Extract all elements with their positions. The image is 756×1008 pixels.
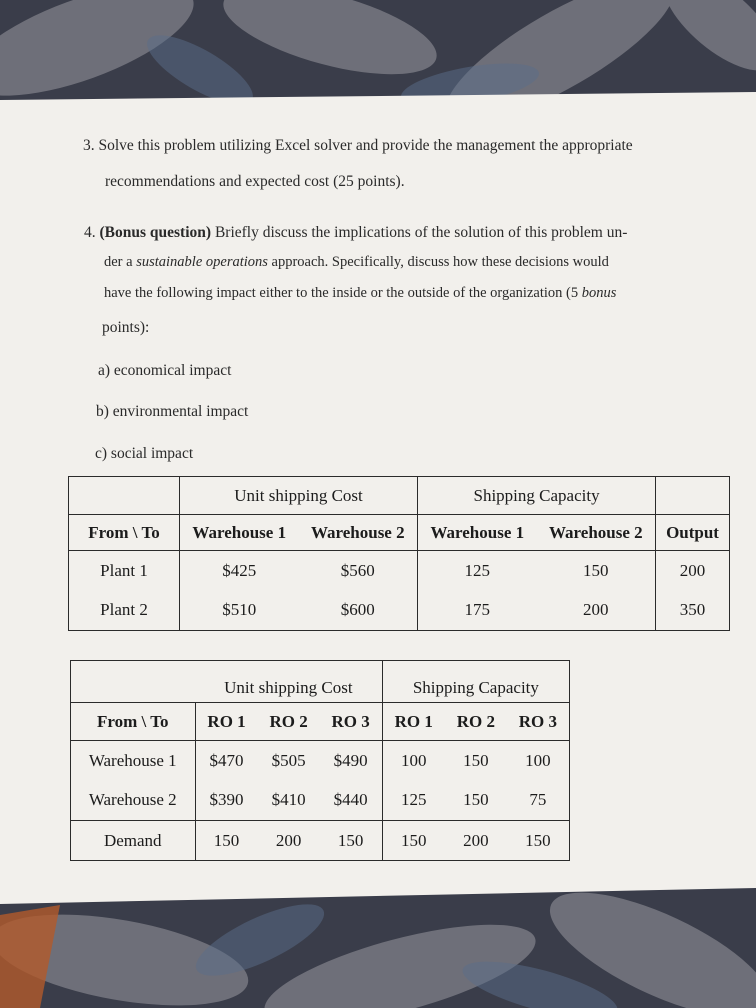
table1-cell: 200 <box>537 591 656 631</box>
table2-cell: 150 <box>445 741 507 781</box>
table1-cell: $510 <box>180 591 299 631</box>
table2-cell: $390 <box>195 781 258 821</box>
table2-row-label: Demand <box>71 821 196 861</box>
table1-col-cost-warehouse-1: Warehouse 1 <box>180 515 299 551</box>
table2-cell: 150 <box>445 781 507 821</box>
question-4-line-3 <box>104 283 616 303</box>
table2-col-cost-ro-2: RO 2 <box>258 703 320 741</box>
table1-row-label: Plant 1 <box>69 551 180 591</box>
table2-cell: 150 <box>507 821 570 861</box>
table1-cell: 150 <box>537 551 656 591</box>
table1-col-from-to: From \ To <box>69 515 180 551</box>
table2-row-label: Warehouse 1 <box>71 741 196 781</box>
question-3-line-1: 3. Solve this problem utilizing Excel solver and provide the management the appropriate <box>83 137 633 154</box>
table2-col-cap-ro-1: RO 1 <box>382 703 445 741</box>
table1-cell: 175 <box>418 591 537 631</box>
table2-cell: 200 <box>258 821 320 861</box>
table1-empty-cell <box>656 477 730 515</box>
question-4-number: 4. <box>84 224 96 241</box>
table2-cell: $470 <box>195 741 258 781</box>
table2-row-label: Warehouse 2 <box>71 781 196 821</box>
table1-cell: 125 <box>418 551 537 591</box>
table2-col-cost-ro-3: RO 3 <box>320 703 383 741</box>
table2-cell: $410 <box>258 781 320 821</box>
question-4-line-4: points): <box>102 319 150 336</box>
table1-cell: $600 <box>299 591 418 631</box>
question-4-line-3-a: have the following impact either to the inside or the outside of the organization (5 <box>104 285 582 301</box>
question-4-line-3-italic: bonus <box>581 285 617 301</box>
table1-corner-cell <box>69 477 180 515</box>
table1-group-unit-shipping-cost: Unit shipping Cost <box>180 477 418 515</box>
table2-cell: 150 <box>195 821 258 861</box>
table2-cell: 200 <box>445 821 507 861</box>
table1-cell: $425 <box>180 551 299 591</box>
table1-group-shipping-capacity: Shipping Capacity <box>418 477 656 515</box>
table1-col-cost-warehouse-2: Warehouse 2 <box>299 515 418 551</box>
question-4-line-2-a: der a <box>104 254 137 270</box>
table2-cell: 100 <box>507 741 570 781</box>
table1-cell: 200 <box>656 551 730 591</box>
table1-col-output: Output <box>656 515 730 551</box>
table1-cell: 350 <box>656 591 730 631</box>
table1-col-cap-warehouse-2: Warehouse 2 <box>537 515 656 551</box>
table2-col-cap-ro-3: RO 3 <box>507 703 570 741</box>
table2-cell: 125 <box>382 781 445 821</box>
table2-col-from-to: From \ To <box>71 703 196 741</box>
table2-col-cap-ro-2: RO 2 <box>445 703 507 741</box>
table2-cell: 150 <box>320 821 383 861</box>
table1-row-label: Plant 2 <box>69 591 180 631</box>
table2-col-cost-ro-1: RO 1 <box>195 703 258 741</box>
table2-cell: 100 <box>382 741 445 781</box>
table2-group-shipping-capacity: Shipping Capacity <box>382 661 569 703</box>
table1-col-cap-warehouse-1: Warehouse 1 <box>418 515 537 551</box>
impact-item-social: c) social impact <box>95 445 194 462</box>
question-4-line-2-italic: sustainable operations <box>136 254 268 270</box>
impact-item-environmental: b) environmental impact <box>96 403 249 420</box>
table1-cell: $560 <box>299 551 418 591</box>
table2-cell: 75 <box>507 781 570 821</box>
table2-cell: $505 <box>258 741 320 781</box>
question-4-line-2 <box>104 252 609 272</box>
question-4-bold-label: (Bonus question) <box>99 224 212 241</box>
table2-cell: $440 <box>320 781 383 821</box>
table2-cell: $490 <box>320 741 383 781</box>
impact-item-economical: a) economical impact <box>98 362 232 379</box>
plant-warehouse-table <box>68 476 730 631</box>
table2-corner-cell <box>71 661 196 703</box>
question-4-line-2-b: approach. Specifically, discuss how these decisions would <box>267 254 609 270</box>
table2-group-unit-shipping-cost: Unit shipping Cost <box>195 661 382 703</box>
table2-cell: 150 <box>382 821 445 861</box>
question-3-line-2: recommendations and expected cost (25 points). <box>105 173 405 190</box>
question-4-line-1-rest: Briefly discuss the implications of the solution of this problem un- <box>211 224 628 241</box>
question-4-line-1 <box>84 223 627 243</box>
warehouse-retail-table <box>70 660 570 861</box>
